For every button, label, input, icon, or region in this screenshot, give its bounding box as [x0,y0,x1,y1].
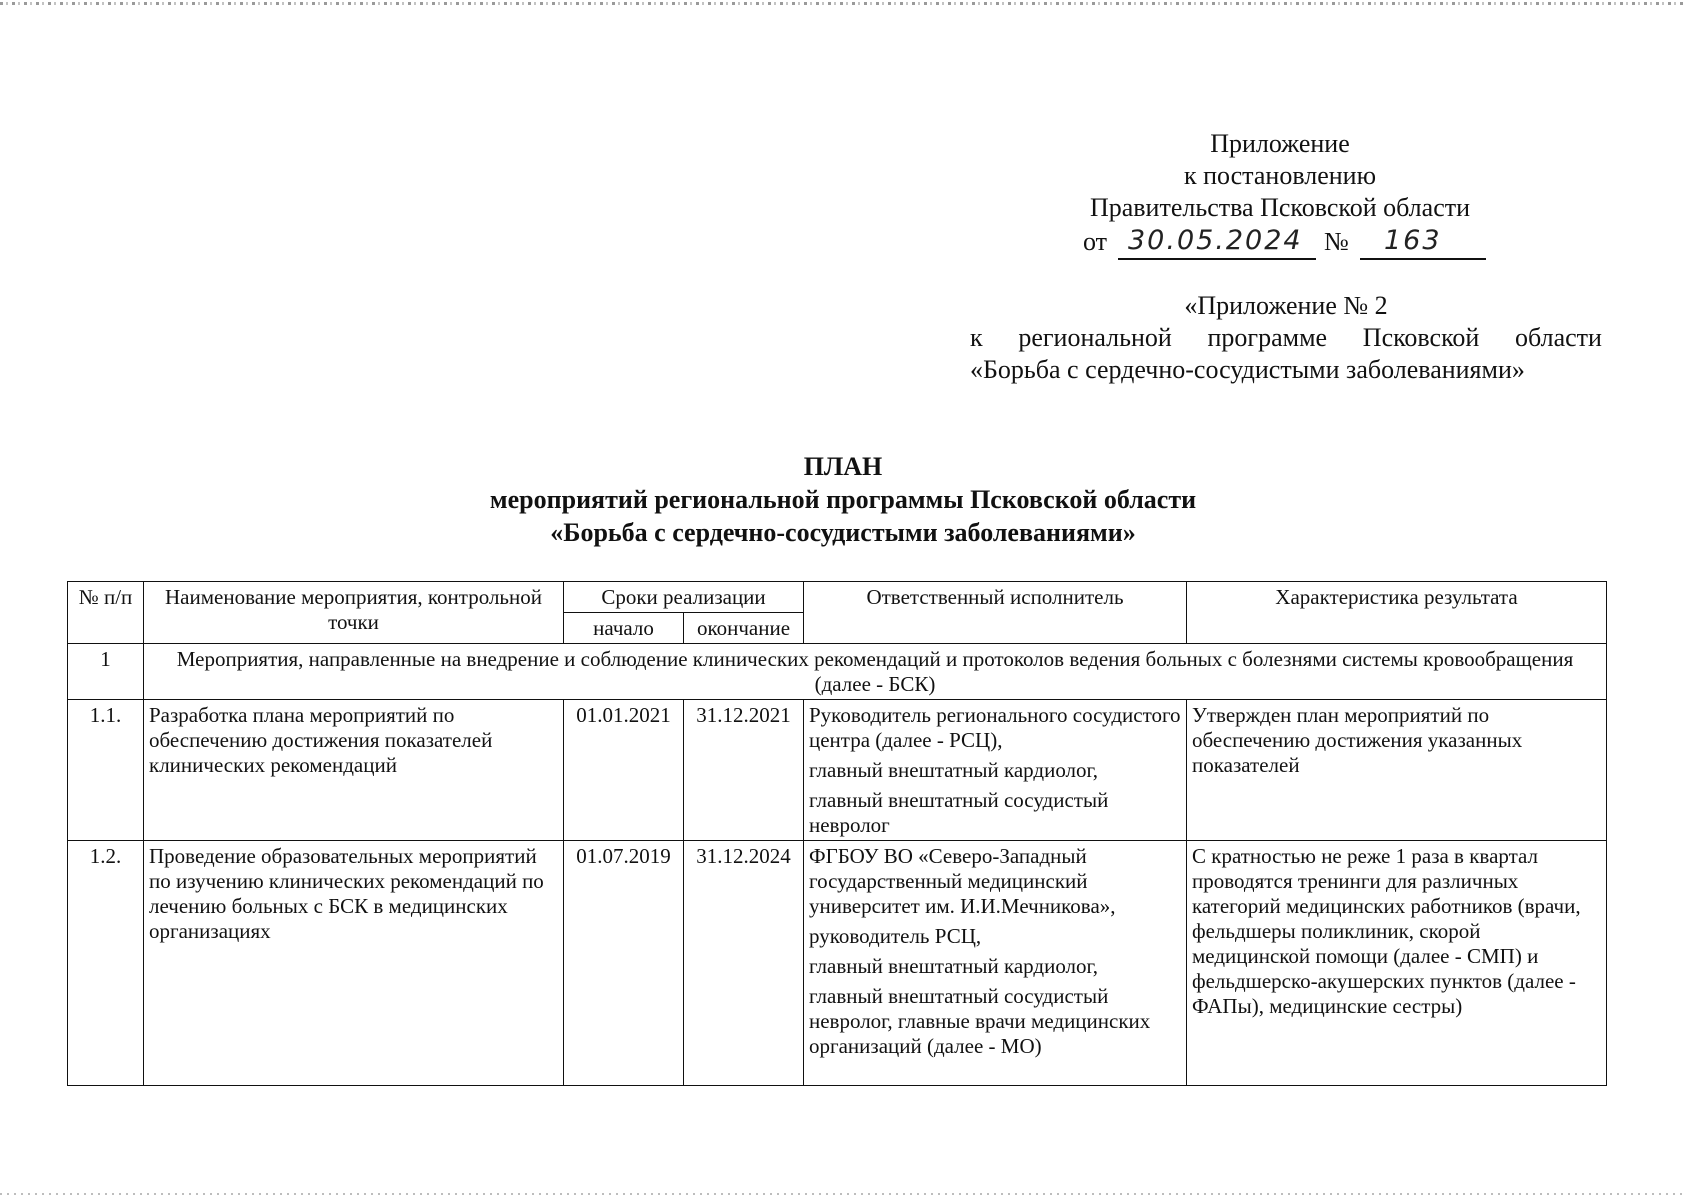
handwritten-date: 30.05.2024 [1128,225,1303,256]
header-start: начало [564,613,684,644]
attachment-line: к постановлению [1183,161,1377,190]
number-underline [1360,258,1486,260]
responsible-line: главный внештатный сосудистый невролог [809,788,1109,837]
word: Псковской [1362,323,1480,352]
row-start: 01.01.2021 [564,700,684,841]
from-label: от [1083,227,1108,256]
responsible-line: ФГБОУ ВО «Северо-Западный государственный медицинский университет им. И.И.Мечникова», [809,844,1116,918]
header-terms: Сроки реализации [564,582,804,613]
section-num: 1 [68,644,144,700]
responsible-line: главный внештатный кардиолог, [809,954,1099,978]
program-attachment-line2 [970,322,1602,354]
word: программе [1207,323,1328,352]
attachment-line: Приложение [1210,129,1350,158]
handwritten-number: 163 [1384,225,1442,256]
header-num: № п/п [68,582,144,644]
scan-edge-top [0,2,1686,5]
header-name: Наименование мероприятия, контрольной точки [144,582,564,644]
row-num: 1.1. [68,700,144,841]
plan-table [67,581,1607,1086]
plan-program-name: «Борьба с сердечно-сосудистыми заболеваниями» [550,518,1136,547]
row-end: 31.12.2021 [684,700,804,841]
header-end: окончание [684,613,804,644]
responsible-line: руководитель РСЦ, [809,924,982,948]
plan-subtitle: мероприятий региональной программы Псковской области [489,485,1197,514]
section-row [68,644,1607,700]
row-result: Утвержден план мероприятий по обеспечению достижения указанных показателей [1187,700,1607,841]
header-result: Характеристика результата [1187,582,1607,644]
attachment-header [1060,128,1500,224]
word: области [1515,323,1602,352]
number-label: № [1324,227,1349,256]
plan-title: ПЛАН [803,452,883,481]
row-result: С кратностью не реже 1 раза в квартал проводятся тренинги для различных категорий медицинских работников (врачи, фельдшеры поликлиник, скорой медицинской помощи (далее - СМП) и фельдшерско-акушерских пунктов (далее - ФАПы), медицинские сестры) [1187,841,1607,1086]
program-attachment-line3: «Борьба с сердечно-сосудистыми заболеваниями» [970,355,1525,384]
table-row [68,841,1607,1086]
program-attachment-line1: «Приложение № 2 [1184,291,1388,320]
row-responsible [804,841,1187,1086]
scan-edge-bottom [0,1193,1686,1195]
responsible-line: главный внештатный сосудистый невролог, главные врачи медицинских организаций (далее - МО) [809,984,1151,1058]
row-num: 1.2. [68,841,144,1086]
responsible-line: главный внештатный кардиолог, [809,758,1099,782]
word: к [970,323,983,352]
table-header-row [68,582,1607,613]
row-responsible [804,700,1187,841]
word: региональной [1018,323,1172,352]
attachment-line: Правительства Псковской области [1089,193,1471,222]
row-end: 31.12.2024 [684,841,804,1086]
row-name: Разработка плана мероприятий по обеспечению достижения показателей клинических рекомендаций [144,700,564,841]
row-start: 01.07.2019 [564,841,684,1086]
row-name: Проведение образовательных мероприятий по изучению клинических рекомендаций по лечению больных с БСК в медицинских организациях [144,841,564,1086]
header-responsible: Ответственный исполнитель [804,582,1187,644]
section-text: Мероприятия, направленные на внедрение и соблюдение клинических рекомендаций и протоколов ведения больных с болезнями системы кровообращения (далее - БСК) [144,644,1607,700]
responsible-line: Руководитель регионального сосудистого центра (далее - РСЦ), [809,703,1181,752]
date-underline [1118,258,1316,260]
table-row [68,700,1607,841]
program-attachment [970,290,1602,386]
